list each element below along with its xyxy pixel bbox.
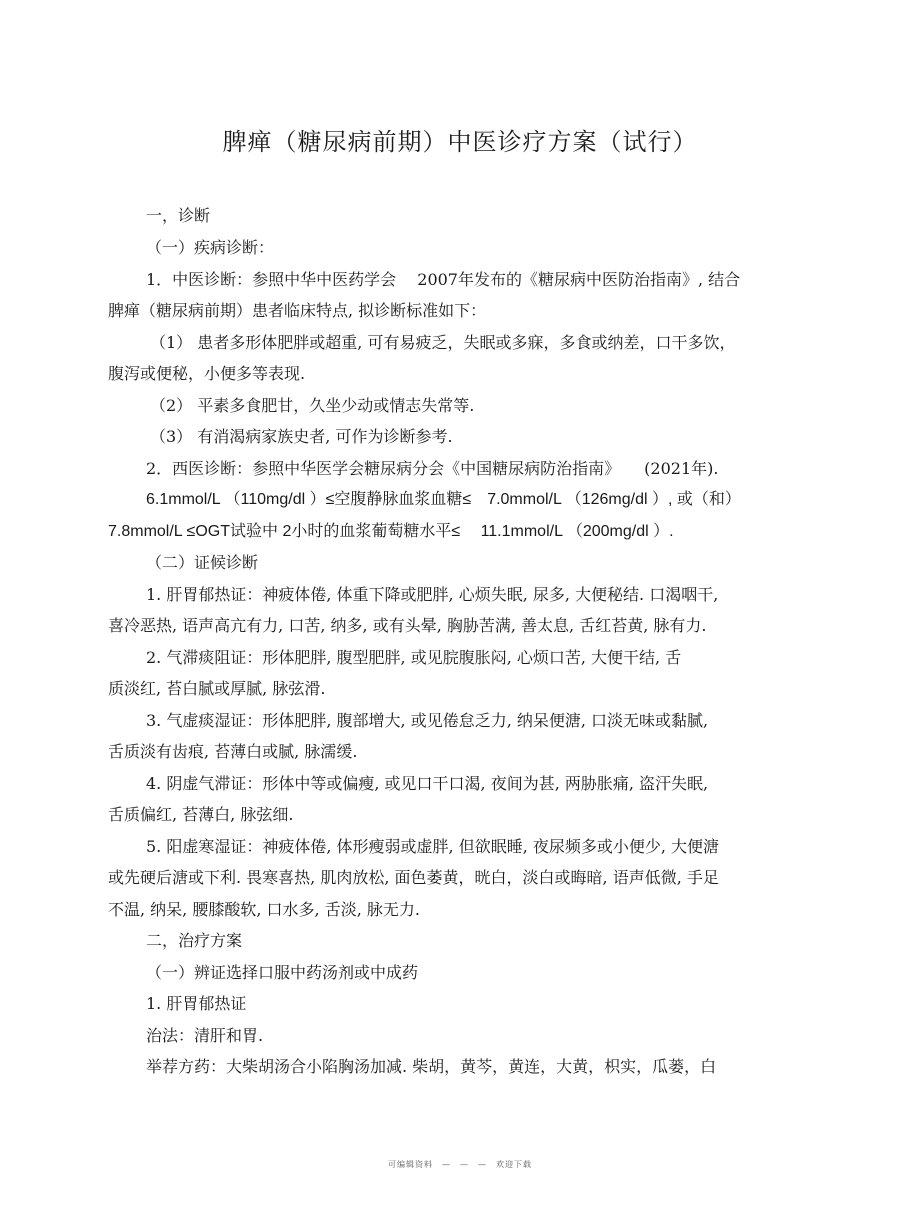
paragraph-line: 4. 阴虚气滞证：形体中等或偏瘦, 或见口干口渴, 夜间为甚, 两胁胀痛, 盗汗失眠, [146, 774, 709, 793]
subheading-oral-medicine: （一）辨证选择口服中药汤剂或中成药 [146, 963, 419, 982]
paragraph-line: 5. 阳虚寒湿证：神疲体倦, 体形瘦弱或虚胖, 但欲眠睡, 夜尿频多或小便少, 大便溏 [146, 837, 720, 856]
paragraph-line: 脾瘅（糖尿病前期）患者临床特点, 拟诊断标准如下： [108, 301, 487, 320]
paragraph-line: （1） 患者多形体肥胖或超重, 可有易疲乏，失眠或多寐，多食或纳差，口干多饮， [150, 333, 736, 352]
paragraph-line: 6.1mmol/L （110mg/dl ）≤空腹静脉血浆血糖≤ 7.0mmol/L （126mg/dl ）, 或（和） [146, 491, 741, 508]
subheading-disease-diagnosis: （一）疾病诊断： [146, 238, 275, 257]
paragraph-line: 或先硬后溏或下利. 畏寒喜热, 肌肉放松, 面色萎黄，晄白，淡白或晦暗, 语声低微, 手足 [108, 868, 719, 887]
paragraph-line: 3. 气虚痰湿证：形体肥胖, 腹部增大, 或见倦怠乏力, 纳呆便溏, 口淡无味或黏腻, [146, 711, 709, 730]
heading-diagnosis: 一，诊断 [146, 206, 211, 225]
paragraph-line: 举荐方药：大柴胡汤合小陷胸汤加减. 柴胡，黄芩，黄连，大黄，枳实，瓜蒌，白 [146, 1057, 717, 1076]
paragraph-line: 1．中医诊断：参照中华中医药学会 2007年发布的《糖尿病中医防治指南》, 结合 [146, 270, 741, 289]
paragraph-line: （2） 平素多食肥甘，久坐少动或情志失常等. [150, 396, 475, 415]
paragraph-line: 腹泻或便秘，小便多等表现. [108, 364, 306, 383]
paragraph-line: 1. 肝胃郁热证：神疲体倦, 体重下降或肥胖, 心烦失眠, 尿多, 大便秘结. 口渴咽干, [146, 585, 719, 604]
heading-treatment: 二，治疗方案 [146, 931, 243, 950]
page-title: 脾瘅（糖尿病前期）中医诊疗方案（试行） [222, 128, 698, 156]
paragraph-line: 舌质偏红, 苔薄白, 脉弦细. [108, 805, 294, 824]
paragraph-line: 2．西医诊断：参照中华医学会糖尿病分会《中国糖尿病防治指南》 (2021年). [146, 459, 719, 478]
page-footer: 可编辑资料 — — — 欢迎下载 [388, 1160, 532, 1169]
paragraph-line: 舌质淡有齿痕, 苔薄白或腻, 脉濡缓. [108, 742, 358, 761]
paragraph-line: 喜冷恶热, 语声高亢有力, 口苦, 纳多, 或有头晕, 胸胁苦满, 善太息, 舌红苔黄, 脉有力. [108, 616, 707, 635]
paragraph-line: 7.8mmol/L ≤OGT试验中 2小时的血浆葡萄糖水平≤ 11.1mmol/L （200mg/dl ）. [108, 523, 674, 540]
paragraph-line: 不温, 纳呆, 腰膝酸软, 口水多, 舌淡, 脉无力. [108, 900, 420, 919]
paragraph-line: 质淡红, 苔白腻或厚腻, 脉弦滑. [108, 679, 326, 698]
paragraph-line: 治法：清肝和胃. [146, 1026, 264, 1045]
paragraph-line: （3） 有消渴病家族史者, 可作为诊断参考. [150, 427, 453, 446]
subheading-syndrome-diagnosis: （二）证候诊断 [146, 553, 259, 572]
paragraph-line: 1. 肝胃郁热证 [146, 994, 247, 1013]
paragraph-line: 2. 气滞痰阻证：形体肥胖, 腹型肥胖, 或见脘腹胀闷, 心烦口苦, 大便干结, 舌 [146, 648, 682, 667]
